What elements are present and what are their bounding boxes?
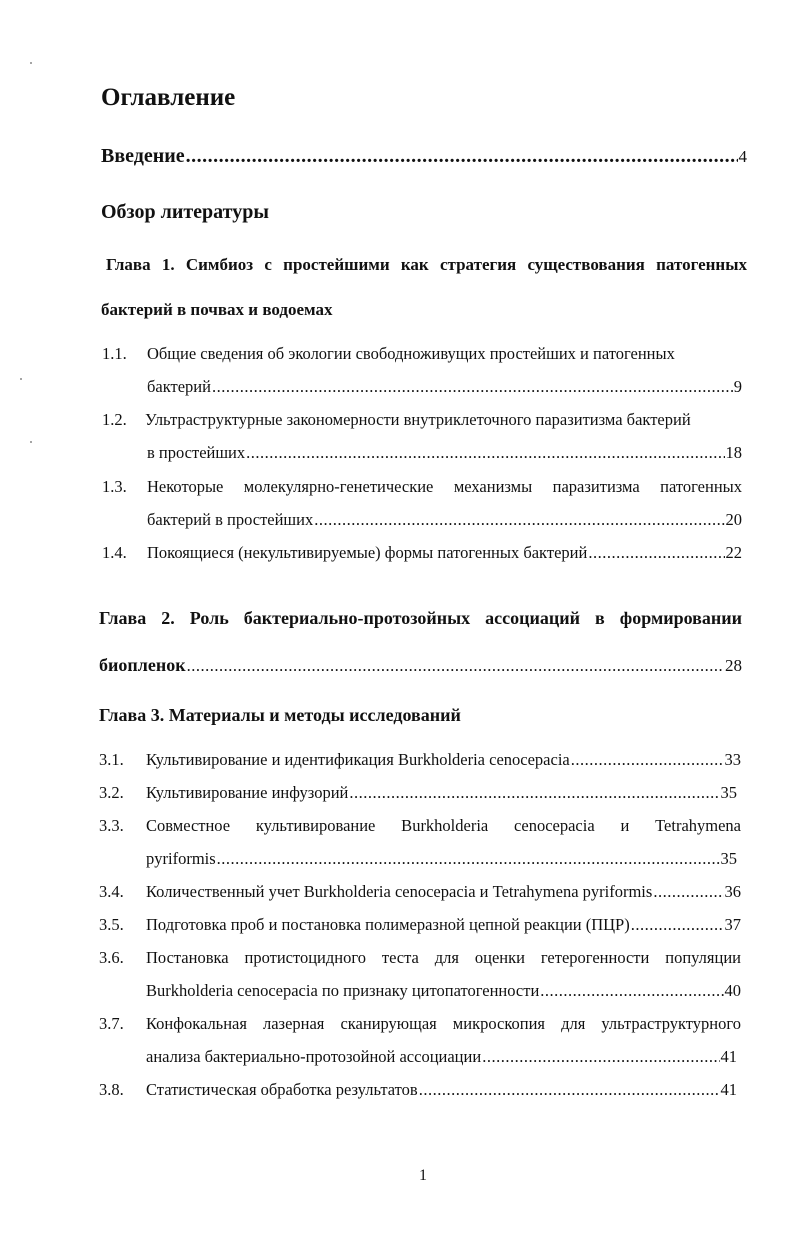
item-page: 33	[724, 750, 741, 769]
entry-page: 4	[738, 147, 747, 166]
item-number: 1.3.	[102, 477, 127, 496]
item-number: 3.6.	[99, 948, 124, 967]
item-number: 3.4.	[99, 882, 124, 901]
item-text: Некоторые молекулярно-генетические механизмы паразитизма патогенных	[147, 477, 742, 496]
item-text: Ультраструктурные закономерности внутриклеточного паразитизма бактерий	[145, 410, 691, 429]
toc-title: Оглавление	[101, 84, 236, 111]
item-text-cont: Burkholderia cenocepacia по признаку цитопатогенности	[146, 981, 540, 1000]
item-number: 3.7.	[99, 1014, 124, 1033]
item-number: 3.8.	[99, 1080, 124, 1099]
entry-page: 28	[725, 656, 742, 675]
item-text-cont: в простейших	[147, 443, 246, 462]
item-number: 3.3.	[99, 816, 124, 835]
item-number: 3.1.	[99, 750, 124, 769]
item-page: 22	[725, 543, 742, 562]
item-text: Покоящиеся (некультивируемые) формы патогенных бактерий	[147, 543, 588, 562]
item-text: Совместное культивирование Burkholderia cenocepacia и Tetrahymena	[146, 816, 741, 835]
item-page: 35	[720, 783, 737, 802]
item-text-cont: pyriformis	[146, 849, 216, 868]
item-number: 1.4.	[102, 543, 127, 562]
item-text-cont: анализа бактериально-протозойной ассоциации	[146, 1047, 482, 1066]
item-number: 3.5.	[99, 915, 124, 934]
chapter-3-heading: Глава 3. Материалы и методы исследований	[99, 705, 461, 725]
item-number: 1.1.	[102, 344, 127, 363]
item-page: 35	[720, 849, 737, 868]
item-text: Подготовка проб и постановка полимеразной цепной реакции (ПЦР)	[146, 915, 630, 934]
item-page: 20	[725, 510, 742, 529]
item-text: Конфокальная лазерная сканирующая микроскопия для ультраструктурного	[146, 1014, 741, 1033]
item-text: Культивирование и идентификация Burkholderia cenocepacia	[146, 750, 570, 769]
item-page: 9	[733, 377, 742, 396]
chapter-2-heading: Глава 2. Роль бактериально-протозойных ассоциаций в формировании	[99, 608, 742, 628]
toc-entry-intro[interactable]	[101, 145, 747, 168]
item-text: Общие сведения об экологии свободноживущих простейших и патогенных	[147, 344, 675, 363]
item-page: 41	[720, 1080, 737, 1099]
item-page: 37	[724, 915, 741, 934]
item-number: 3.2.	[99, 783, 124, 802]
chapter-1-heading-cont: бактерий в почвах и водоемах	[101, 300, 333, 319]
item-page: 40	[724, 981, 741, 1000]
toc-entry-chapter-2[interactable]	[99, 655, 742, 676]
scan-speck	[30, 62, 32, 64]
item-text: Количественный учет Burkholderia cenocepacia и Tetrahymena pyriformis	[146, 882, 653, 901]
section-heading-review: Обзор литературы	[101, 201, 269, 223]
entry-label: Введение	[101, 145, 185, 167]
item-page: 36	[724, 882, 741, 901]
item-number: 1.2.	[102, 410, 127, 429]
item-text: Статистическая обработка результатов	[146, 1080, 418, 1099]
scan-speck	[30, 441, 32, 443]
chapter-1-heading: Глава 1. Симбиоз с простейшими как стратегия существования патогенных	[106, 255, 747, 274]
page-number: 1	[419, 1167, 427, 1184]
item-text: Культивирование инфузорий	[146, 783, 349, 802]
item-text-cont: бактерий	[147, 377, 211, 396]
item-page: 18	[725, 443, 742, 462]
item-page: 41	[720, 1047, 737, 1066]
item-text: Постановка протистоцидного теста для оценки гетерогенности популяции	[146, 948, 741, 967]
scan-speck	[20, 378, 22, 380]
entry-label: биопленок	[99, 655, 186, 675]
item-text-cont: бактерий в простейших	[147, 510, 314, 529]
